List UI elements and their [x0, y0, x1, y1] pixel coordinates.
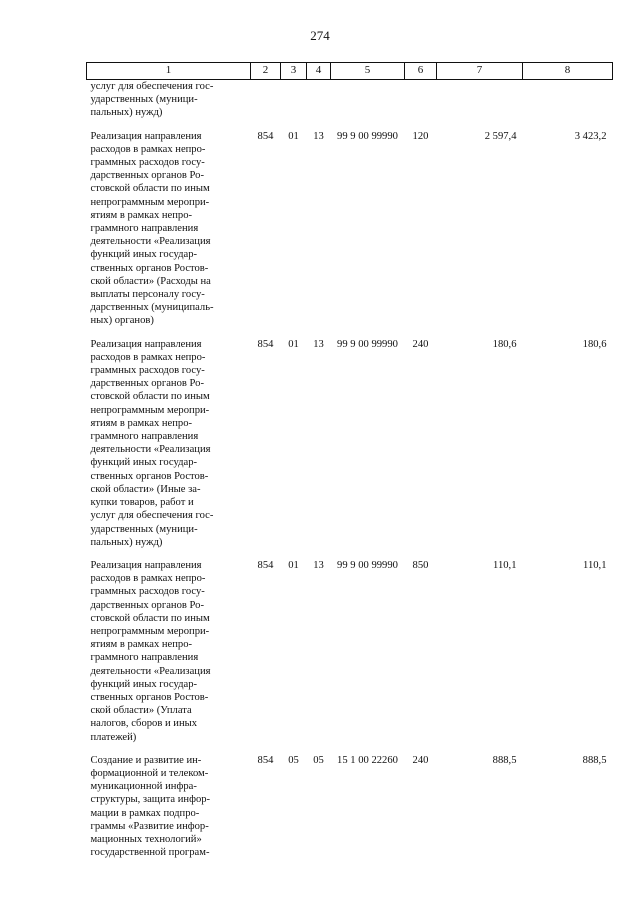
description-line: Создание и развитие ин-: [90, 754, 202, 766]
section-code: 01: [288, 130, 299, 142]
description-line: непрограммным меропри-: [90, 625, 210, 637]
description-line: деятельности «Реализация: [90, 665, 211, 677]
description-line: граммных расходов госу-: [90, 157, 205, 169]
header-col-6: 6: [405, 63, 437, 80]
description-line: ятиям в рамках непро-: [90, 417, 193, 429]
subsection-code: 13: [313, 130, 324, 142]
description-line: функций иных государ-: [90, 678, 198, 690]
description-line: ской области» (Расходы на: [90, 275, 211, 287]
description-line: ственных органов Ростов-: [90, 262, 209, 274]
description-line: купки товаров, работ и: [90, 497, 194, 509]
description-line: непрограммным меропри-: [90, 196, 210, 208]
description-line: расходов в рамках непро-: [90, 351, 206, 363]
expense-type-code: 850: [412, 559, 429, 571]
description-line: налогов, сборов и иных: [90, 718, 198, 730]
row-description: [87, 754, 251, 860]
section-code: 01: [288, 338, 299, 350]
description-line: государственной програм-: [90, 847, 210, 859]
description-line: формационной и телеком-: [90, 767, 209, 779]
amount-year-2: 3 423,2: [574, 130, 607, 142]
description-line: ударственных (муници-: [90, 523, 198, 535]
description-line: дарственных органов Ро-: [90, 599, 204, 611]
header-col-2: 2: [251, 63, 281, 80]
description-line: граммы «Развитие инфор-: [90, 820, 209, 832]
description-line: дарственных органов Ро-: [90, 378, 204, 390]
ministry-code: 854: [257, 338, 274, 350]
description-line: муникационной инфра-: [90, 781, 197, 793]
budget-table: [86, 62, 613, 859]
target-article-code: 15 1 00 22260: [337, 754, 398, 766]
description-line: ской области» (Иные за-: [90, 483, 201, 495]
description-line: дарственных органов Ро-: [90, 170, 204, 182]
description-line: ятиям в рамках непро-: [90, 639, 193, 651]
description-line: мации в рамках подпро-: [90, 807, 200, 819]
continuation-description: [87, 80, 251, 120]
description-line: граммного направления: [90, 652, 199, 664]
subsection-code: 05: [313, 754, 324, 766]
description-line: расходов в рамках непро-: [90, 573, 206, 585]
header-col-1: 1: [87, 63, 251, 80]
description-line: ственных органов Ростов-: [90, 470, 209, 482]
description-line: функций иных государ-: [90, 249, 198, 261]
section-code: 01: [288, 559, 299, 571]
table-row: [87, 130, 613, 328]
header-col-4: 4: [307, 63, 331, 80]
description-line: ударственных (муници-: [90, 94, 198, 106]
table-row: [87, 754, 613, 860]
description-line: расходов в рамках непро-: [90, 143, 206, 155]
description-line: услуг для обеспечения гос-: [90, 510, 214, 522]
header-col-5: 5: [331, 63, 405, 80]
target-article-code: 99 9 00 99990: [337, 130, 398, 142]
header-col-3: 3: [281, 63, 307, 80]
amount-year-1: 110,1: [493, 559, 517, 571]
description-line: стовской области по иным: [90, 391, 210, 403]
target-article-code: 99 9 00 99990: [337, 559, 398, 571]
expense-type-code: 240: [412, 754, 429, 766]
expense-type-code: 120: [412, 130, 429, 142]
description-line: платежей): [90, 731, 137, 743]
row-spacer: [87, 120, 613, 130]
row-description: [87, 559, 251, 744]
ministry-code: 854: [257, 130, 274, 142]
row-spacer: [87, 744, 613, 754]
description-line: пальных) нужд): [90, 107, 163, 119]
description-line: структуры, защита инфор-: [90, 794, 211, 806]
description-line: деятельности «Реализация: [90, 236, 211, 248]
description-line: стовской области по иным: [90, 612, 210, 624]
description-line: ственных органов Ростов-: [90, 691, 209, 703]
table-body: [87, 80, 613, 860]
table-header-row: [87, 63, 613, 80]
amount-year-1: 888,5: [492, 754, 517, 766]
description-line: мационных технологий»: [90, 833, 202, 845]
amount-year-2: 180,6: [582, 338, 607, 350]
description-line: стовской области по иным: [90, 183, 210, 195]
description-line: граммных расходов госу-: [90, 586, 205, 598]
row-description: [87, 130, 251, 328]
amount-year-2: 888,5: [582, 754, 607, 766]
table-row: [87, 559, 613, 744]
target-article-code: 99 9 00 99990: [337, 338, 398, 350]
description-line: ской области» (Уплата: [90, 705, 192, 717]
description-line: ятиям в рамках непро-: [90, 209, 193, 221]
description-line: пальных) нужд): [90, 536, 163, 548]
header-col-7: 7: [437, 63, 523, 80]
description-line: выплаты персоналу госу-: [90, 289, 205, 301]
description-line: Реализация направления: [90, 338, 202, 350]
section-code: 05: [288, 754, 299, 766]
row-spacer: [87, 328, 613, 338]
description-line: Реализация направления: [90, 130, 202, 142]
description-line: граммного направления: [90, 223, 199, 235]
description-line: функций иных государ-: [90, 457, 198, 469]
description-line: услуг для обеспечения гос-: [90, 81, 214, 92]
description-line: деятельности «Реализация: [90, 444, 211, 456]
amount-year-1: 2 597,4: [484, 130, 517, 142]
description-line: ных) органов): [90, 315, 154, 327]
ministry-code: 854: [257, 559, 274, 571]
ministry-code: 854: [257, 754, 274, 766]
page-number: 274: [310, 28, 330, 43]
expense-type-code: 240: [412, 338, 429, 350]
description-line: граммных расходов госу-: [90, 365, 205, 377]
description-line: Реализация направления: [90, 559, 202, 571]
row-spacer: [87, 549, 613, 559]
subsection-code: 13: [313, 338, 324, 350]
subsection-code: 13: [313, 559, 324, 571]
row-description: [87, 338, 251, 549]
description-line: дарственных (муниципаль-: [90, 302, 214, 314]
description-line: граммного направления: [90, 431, 199, 443]
header-col-8: 8: [523, 63, 613, 80]
amount-year-2: 110,1: [583, 559, 607, 571]
amount-year-1: 180,6: [492, 338, 517, 350]
table-row: [87, 338, 613, 549]
description-line: непрограммным меропри-: [90, 404, 210, 416]
continuation-row: [87, 80, 613, 120]
